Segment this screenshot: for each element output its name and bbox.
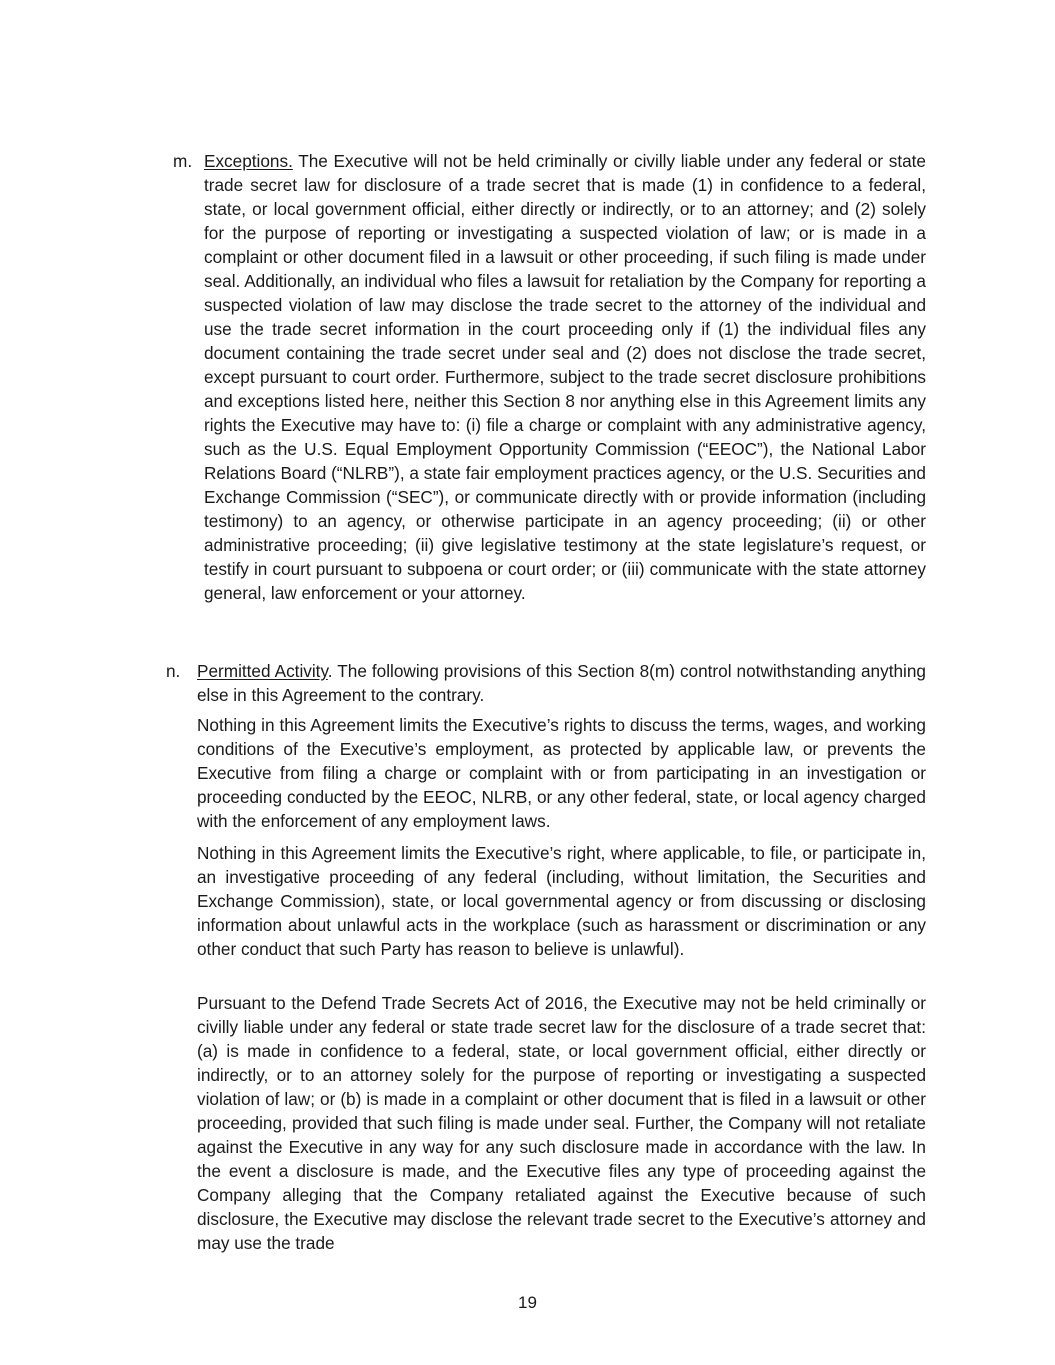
clause-n-heading: Permitted Activity: [197, 661, 328, 681]
page-number: 19: [518, 1293, 537, 1312]
clause-m-body: The Executive will not be held criminally or civilly liable under any federal or state trade secret law for disclosure of a trade secret that is made (1) in confidence to a federal, state, or local government official, either directly or indirectly, or to an attorney; and (2) solely for the purpose of reporting or investigating a suspected violation of law; or is made in a complaint or other document filed in a lawsuit or other proceeding, if such filing is made under seal. Additionally, an individual who files a lawsuit for retaliation by the Company for reporting a suspected violation of law may disclose the trade secret to the attorney of the individual and use the trade secret information in the court proceeding only if (1) the individual files any document containing the trade secret under seal and (2) does not disclose the trade secret, except pursuant to court order. Furthermore, subject to the trade secret disclosure prohibitions and exceptions listed here, neither this Section 8 nor anything else in this Agreement limits any rights the Executive may have to: (i) file a charge or complaint with any administrative agency, such as the U.S. Equal Employment Opportunity Commission (“EEOC”), the National Labor Relations Board (“NLRB”), a state fair employment practices agency, or the U.S. Securities and Exchange Commission (“SEC”), or communicate directly with or provide information (including testimony) to an agency, or otherwise participate in an agency proceeding; (ii) or other administrative proceeding; (ii) give legislative testimony at the state legislature’s request, or testify in court pursuant to subpoena or court order; or (iii) communicate with the state attorney general, law enforcement or your attorney.: [204, 151, 926, 603]
paragraph-defend-trade-secrets-act: Pursuant to the Defend Trade Secrets Act of 2016, the Executive may not be held criminally or civilly liable under any federal or state trade secret law for the disclosure of a trade secret that: (a) is made in confidence to a federal, state, or local government official, either directly or indirectly, or to an attorney solely for the purpose of reporting or investigating a suspected violation of law; or (b) is made in a complaint or other document that is filed in a lawsuit or other proceeding, provided that such filing is made under seal. Further, the Company will not retaliate against the Executive in any way for any such disclosure made in accordance with the law. In the event a disclosure is made, and the Executive files any type of proceeding against the Company alleging that the Company retaliated against the Executive because of such disclosure, the Executive may disclose the relevant trade secret to the Executive’s attorney and may use the trade: [197, 993, 926, 1253]
paragraph-investigative-proceedings: Nothing in this Agreement limits the Executive’s right, where applicable, to file, or participate in, an investigative proceeding of any federal (including, without limitation, the Securities and Exchange Commission), state, or local governmental agency or from discussing or disclosing information about unlawful acts in the workplace (such as harassment or discrimination or any other conduct that such Party has reason to believe is unlawful).: [197, 843, 926, 959]
clause-m-heading: Exceptions.: [204, 151, 293, 171]
paragraph-employee-rights: Nothing in this Agreement limits the Executive’s rights to discuss the terms, wages, and working conditions of the Executive’s employment, as protected by applicable law, or prevents the Executive from filing a charge or complaint with or from participating in an investigation or proceeding conducted by the EEOC, NLRB, or any other federal, state, or local agency charged with the enforcement of any employment laws.: [197, 715, 926, 831]
clause-m: [173, 149, 926, 605]
clause-n-body: . The following provisions of this Section 8(m) control notwithstanding anything else in this Agreement to the contrary.: [197, 661, 926, 705]
clause-n-marker: n.: [166, 661, 181, 681]
clause-n: [166, 659, 926, 707]
clause-m-marker: m.: [173, 151, 193, 171]
